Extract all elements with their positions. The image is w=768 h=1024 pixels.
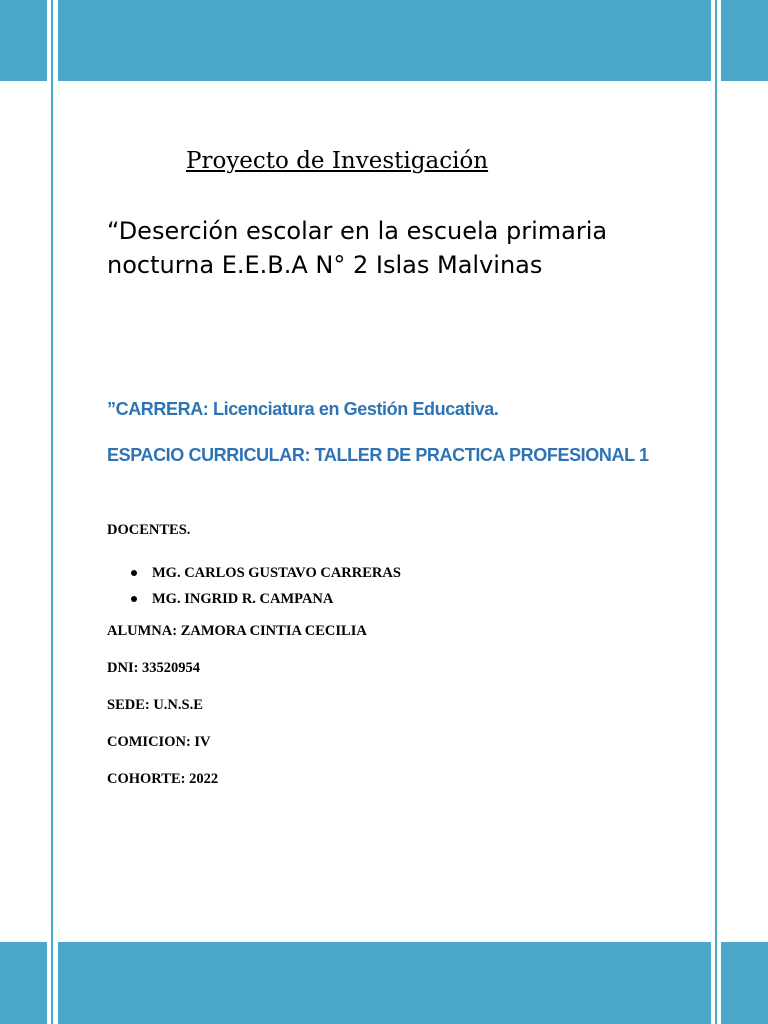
footer-band [58, 942, 711, 1024]
alumna-field: ALUMNA: ZAMORA CINTIA CECILIA [107, 623, 367, 639]
list-item [107, 586, 401, 612]
list-item [107, 560, 401, 586]
espacio-curricular-line: ESPACIO CURRICULAR: TALLER DE PRACTICA PROFESIONAL 1 [107, 445, 649, 465]
comicion-field: COMICION: IV [107, 734, 211, 750]
header-band [58, 0, 711, 81]
carrera-line: ”CARRERA: Licenciatura en Gestión Educativa. [107, 399, 499, 419]
dni-field: DNI: 33520954 [107, 660, 201, 676]
docente-name: MG. CARLOS GUSTAVO CARRERAS [152, 565, 401, 581]
cohorte-field: COHORTE: 2022 [107, 771, 219, 787]
bullet-icon [131, 570, 137, 576]
right-border-line [715, 0, 717, 1024]
bullet-icon [131, 596, 137, 602]
document-subtitle: “Deserción escolar en la escuela primaria nocturna E.E.B.A N° 2 Islas Malvinas [107, 217, 608, 279]
footer-band-right [721, 942, 768, 1024]
document-title: Proyecto de Investigación [186, 148, 489, 174]
docentes-label: DOCENTES. [107, 522, 191, 538]
sede-field: SEDE: U.N.S.E [107, 697, 203, 713]
docentes-list [107, 560, 401, 612]
left-border-line [51, 0, 53, 1024]
footer-band-left [0, 942, 47, 1024]
header-band-left [0, 0, 47, 81]
docente-name: MG. INGRID R. CAMPANA [152, 591, 334, 607]
header-band-right [721, 0, 768, 81]
